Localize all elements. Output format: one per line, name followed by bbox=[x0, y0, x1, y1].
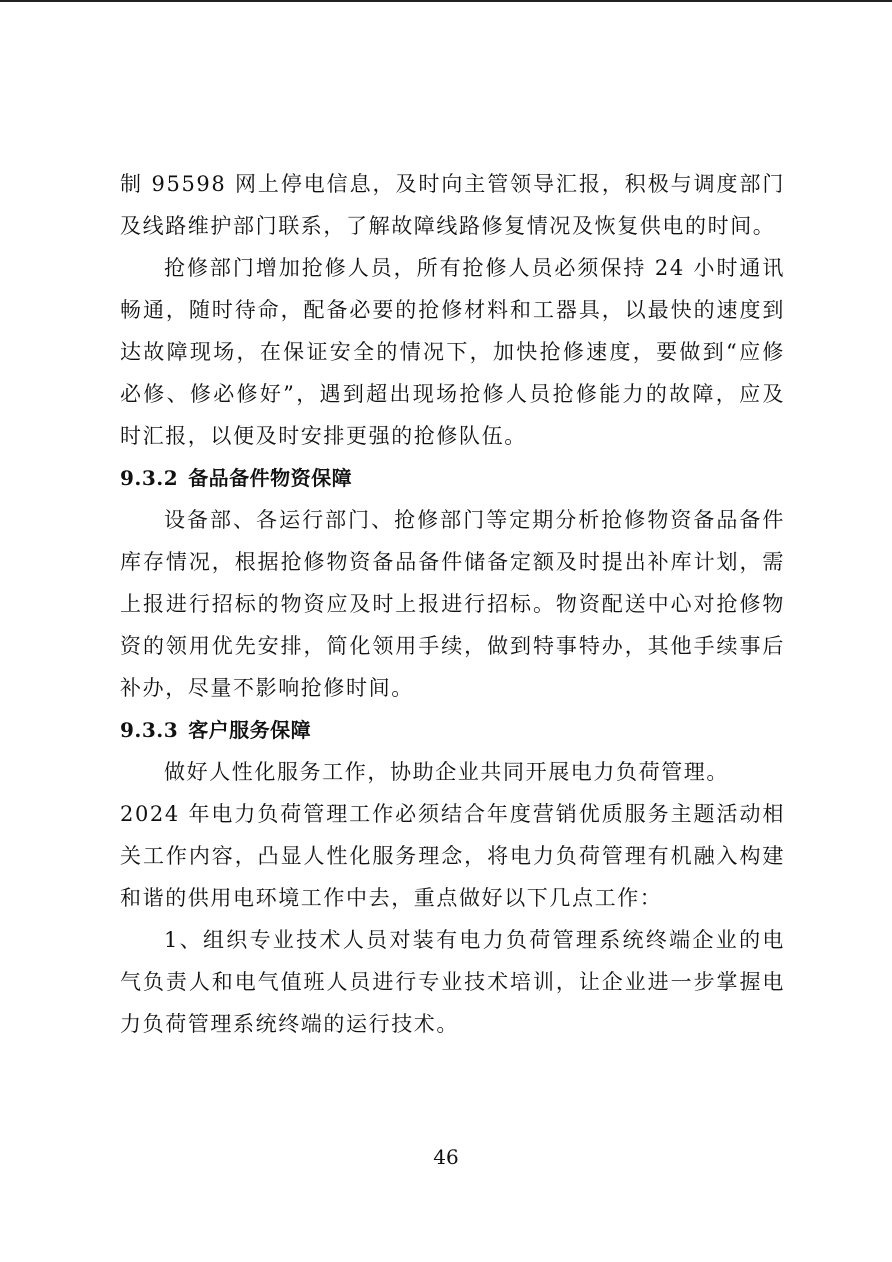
paragraph-repair-staff: 抢修部门增加抢修人员，所有抢修人员必须保持 24 小时通讯畅通，随时待命，配备必要的抢修材料和工器具，以最快的速度到达故障现场，在保证安全的情况下，加快抢修速度，要做到“应修必修、修必修好”，遇到超出现场抢修人员抢修能力的故障，应及时汇报，以便及时安排更强的抢修队伍。 bbox=[120, 256, 785, 448]
paragraph-spare-parts: 设备部、各运行部门、抢修部门等定期分析抢修物资备品备件库存情况，根据抢修物资备品备件储备定额及时提出补库计划，需上报进行招标的物资应及时上报进行招标。物资配送中心对抢修物资的领用优先安排，简化领用手续，做到特事特办，其他手续事后补办，尽量不影响抢修时间。 bbox=[120, 508, 785, 700]
section-heading-9-3-3 bbox=[120, 709, 785, 751]
page-top-border bbox=[0, 0, 892, 2]
page-number: 46 bbox=[433, 1145, 459, 1169]
paragraph-customer-service: 做好人性化服务工作，协助企业共同开展电力负荷管理。 bbox=[164, 760, 729, 784]
section-number: 9.3.2 bbox=[120, 466, 179, 490]
page-content bbox=[120, 163, 785, 1045]
paragraph-2024-load-management: 2024 年电力负荷管理工作必须结合年度营销优质服务主题活动相关工作内容，凸显人性化服务理念，将电力负荷管理有机融入构建和谐的供用电环境工作中去，重点做好以下几点工作： bbox=[120, 802, 785, 910]
section-heading-9-3-2 bbox=[120, 457, 785, 499]
section-title: 客户服务保障 bbox=[188, 718, 312, 742]
paragraph-item-1: 1、组织专业技术人员对装有电力负荷管理系统终端企业的电气负责人和电气值班人员进行专业技术培训，让企业进一步掌握电力负荷管理系统终端的运行技术。 bbox=[120, 928, 785, 1036]
section-number: 9.3.3 bbox=[120, 718, 179, 742]
section-title: 备品备件物资保障 bbox=[188, 466, 353, 490]
paragraph-continued: 制 95598 网上停电信息，及时向主管领导汇报，积极与调度部门及线路维护部门联系，了解故障线路修复情况及恢复供电的时间。 bbox=[120, 172, 785, 238]
